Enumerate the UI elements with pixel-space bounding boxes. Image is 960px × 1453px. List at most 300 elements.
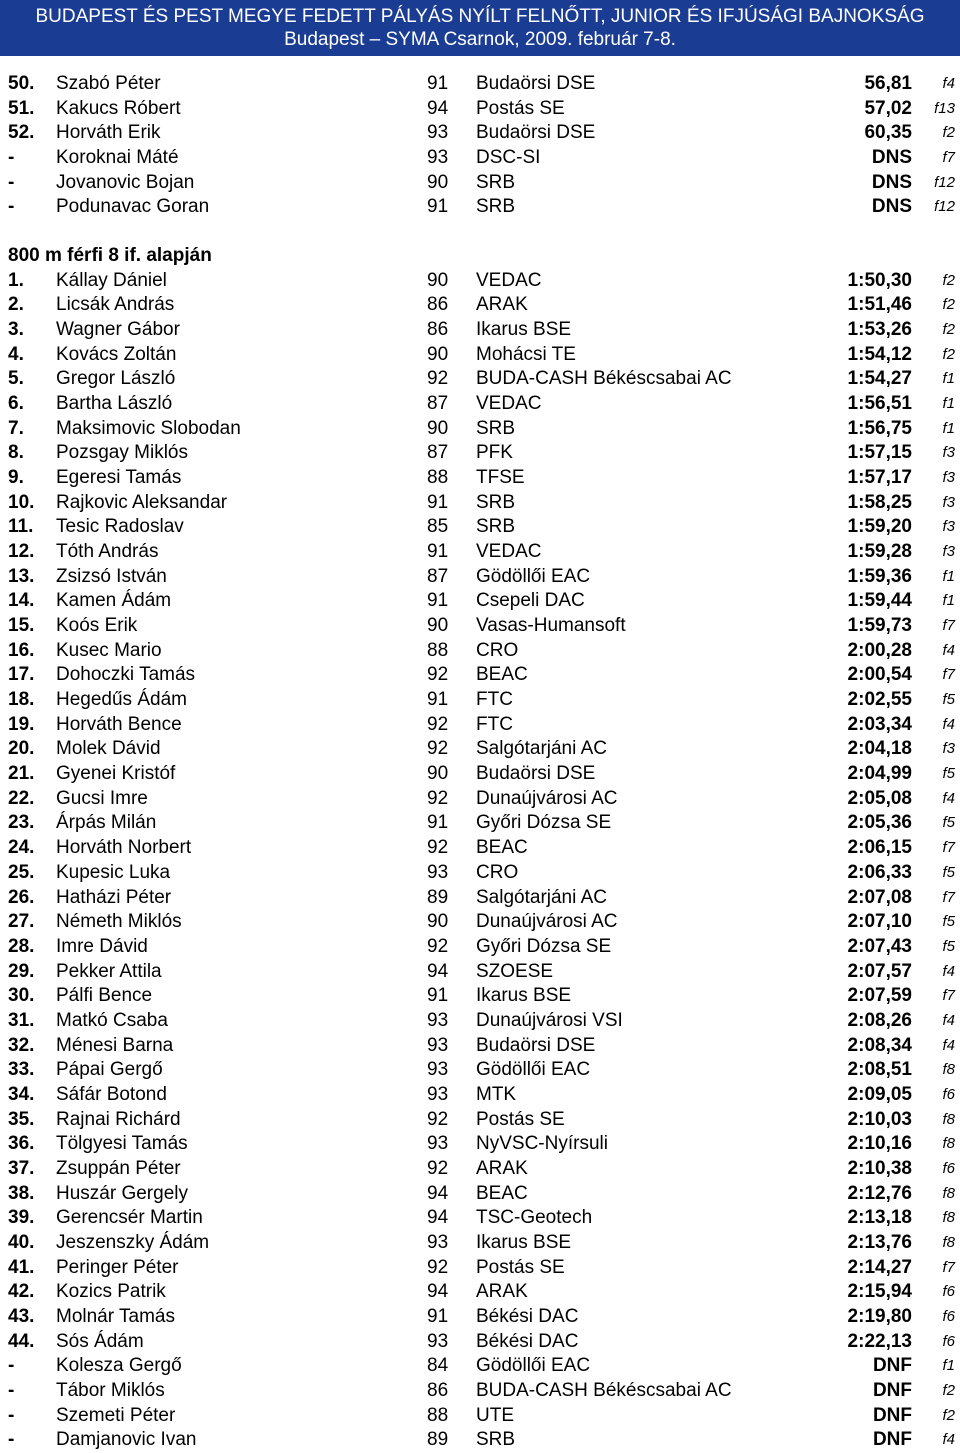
heat-label: f2 [942,321,955,339]
result-time: DNF [872,1429,912,1451]
result-row [0,1108,960,1133]
birth-year: 90 [427,171,449,193]
result-row [0,713,960,738]
result-time: 2:22,13 [847,1330,912,1352]
heat-label: f4 [942,715,955,733]
club-name: Gödöllői EAC [476,1059,591,1081]
heat-label: f7 [942,888,955,906]
result-time: 2:15,94 [847,1281,912,1303]
result-time: 2:07,57 [847,960,912,982]
result-time: 2:09,05 [847,1083,912,1105]
birth-year: 93 [427,1231,449,1253]
result-row [0,171,960,196]
athlete-name: Pápai Gergő [56,1059,163,1081]
result-row [0,343,960,368]
birth-year: 85 [427,516,449,538]
heat-label: f2 [942,271,955,289]
club-name: Budaörsi DSE [476,122,596,144]
athlete-name: Jovanovic Bojan [56,171,195,193]
club-name: Dunaújvárosi AC [476,911,618,933]
result-time: 1:57,17 [847,467,912,489]
heat-label: f4 [942,1431,955,1449]
birth-year: 90 [427,911,449,933]
result-row [0,1009,960,1034]
result-time: 2:08,34 [847,1034,912,1056]
heat-label: f1 [942,1357,955,1375]
place-cell: 25. [8,861,35,883]
result-row [0,1305,960,1330]
birth-year: 89 [427,886,449,908]
birth-year: 92 [427,787,449,809]
birth-year: 84 [427,1355,449,1377]
club-name: Ikarus BSE [476,1231,572,1253]
heat-label: f8 [942,1135,955,1153]
previous-results-list [0,72,960,220]
heat-label: f4 [942,962,955,980]
athlete-name: Tábor Miklós [56,1379,165,1401]
birth-year: 90 [427,343,449,365]
athlete-name: Kamen Ádám [56,590,172,612]
result-row [0,886,960,911]
club-name: TFSE [476,467,525,489]
athlete-name: Molek Dávid [56,738,161,760]
result-time: 1:50,30 [847,269,912,291]
athlete-name: Koós Erik [56,615,138,637]
result-row [0,1083,960,1108]
birth-year: 86 [427,294,449,316]
club-name: TSC-Geotech [476,1207,593,1229]
result-row [0,1157,960,1182]
birth-year: 92 [427,368,449,390]
heat-label: f5 [942,765,955,783]
result-time: 2:10,03 [847,1108,912,1130]
place-cell: 19. [8,713,35,735]
club-name: Salgótarjáni AC [476,886,607,908]
result-time: DNF [872,1404,912,1426]
heat-label: f8 [942,1061,955,1079]
club-name: BEAC [476,837,528,859]
heat-label: f3 [942,493,955,511]
athlete-name: Jeszenszky Ádám [56,1231,210,1253]
athlete-name: Kakucs Róbert [56,97,181,119]
heat-label: f1 [942,567,955,585]
club-name: Postás SE [476,97,565,119]
result-time: 2:08,51 [847,1059,912,1081]
athlete-name: Maksimovic Slobodan [56,417,241,439]
place-cell: 42. [8,1281,35,1303]
club-name: FTC [476,689,513,711]
heat-label: f8 [942,1184,955,1202]
page-title: BUDAPEST ÉS PEST MEGYE FEDETT PÁLYÁS NYÍLT FELNŐTT, JUNIOR ÉS IFJÚSÁGI BAJNOKSÁG [35,6,925,27]
athlete-name: Pekker Attila [56,960,162,982]
athlete-name: Tölgyesi Tamás [56,1133,188,1155]
athlete-name: Gregor László [56,368,176,390]
result-row [0,589,960,614]
result-time: DNS [871,147,912,169]
result-row [0,269,960,294]
club-name: Győri Dózsa SE [476,935,612,957]
place-cell: 18. [8,689,35,711]
place-cell: 26. [8,886,35,908]
heat-label: f6 [942,1283,955,1301]
club-name: BUDA-CASH Békéscsabai AC [476,1379,732,1401]
place-cell: 31. [8,1009,35,1031]
heat-label: f6 [942,1307,955,1325]
result-row [0,466,960,491]
result-row [0,318,960,343]
result-time: 2:12,76 [847,1182,912,1204]
result-time: DNF [872,1379,912,1401]
place-cell: 14. [8,590,35,612]
athlete-name: Gerencsér Martin [56,1207,203,1229]
athlete-name: Németh Miklós [56,911,182,933]
heat-label: f7 [942,149,955,167]
birth-year: 90 [427,615,449,637]
place-cell: - [8,1379,15,1401]
result-time: 2:05,36 [847,812,912,834]
place-cell: 37. [8,1157,35,1179]
place-cell: 9. [8,467,24,489]
birth-year: 91 [427,73,449,94]
birth-year: 88 [427,1404,449,1426]
heat-label: f8 [942,1110,955,1128]
club-name: ARAK [476,1157,528,1179]
place-cell: 41. [8,1256,35,1278]
club-name: Békési DAC [476,1305,579,1327]
athlete-name: Kovács Zoltán [56,343,177,365]
heat-label: f1 [942,395,955,413]
athlete-name: Egeresi Tamás [56,467,182,489]
birth-year: 93 [427,147,449,169]
place-cell: 30. [8,985,35,1007]
birth-year: 93 [427,861,449,883]
place-cell: 36. [8,1133,35,1155]
birth-year: 93 [427,122,449,144]
result-time: 2:02,55 [847,689,912,711]
heat-label: f5 [942,913,955,931]
birth-year: 87 [427,393,449,415]
result-time: 2:10,38 [847,1157,912,1179]
result-row [0,293,960,318]
athlete-name: Tesic Radoslav [56,516,184,538]
heat-label: f4 [942,641,955,659]
club-name: Gödöllői EAC [476,1355,591,1377]
birth-year: 91 [427,985,449,1007]
heat-label: f6 [942,1332,955,1350]
athlete-name: Sáfár Botond [56,1083,167,1105]
birth-year: 92 [427,1108,449,1130]
heat-label: f8 [942,1209,955,1227]
heat-label: f3 [942,518,955,536]
heat-label: f1 [942,592,955,610]
place-cell: 23. [8,812,35,834]
result-time: 2:13,76 [847,1231,912,1253]
birth-year: 90 [427,763,449,785]
heat-label: f3 [942,444,955,462]
heat-label: f13 [934,99,955,117]
place-cell: 21. [8,763,35,785]
athlete-name: Podunavac Goran [56,196,210,218]
result-row [0,146,960,171]
club-name: CRO [476,861,519,883]
athlete-name: Damjanovic Ivan [56,1429,197,1451]
page-subtitle: Budapest – SYMA Csarnok, 2009. február 7-8. [284,29,676,50]
result-time: 2:07,59 [847,985,912,1007]
result-time: 2:10,16 [847,1133,912,1155]
place-cell: 5. [8,368,24,390]
result-row [0,97,960,122]
result-row [0,565,960,590]
place-cell: 8. [8,442,24,464]
birth-year: 93 [427,1059,449,1081]
result-time: 2:07,10 [847,911,912,933]
club-name: Ikarus BSE [476,985,572,1007]
heat-label: f5 [942,863,955,881]
club-name: BEAC [476,1182,528,1204]
birth-year: 91 [427,541,449,563]
club-name: Győri Dózsa SE [476,812,612,834]
result-row [0,639,960,664]
result-row [0,72,960,97]
club-name: Békési DAC [476,1330,579,1352]
birth-year: 86 [427,1379,449,1401]
result-row [0,1280,960,1305]
result-time: 2:07,43 [847,935,912,957]
birth-year: 92 [427,1157,449,1179]
athlete-name: Sós Ádám [56,1330,144,1352]
athlete-name: Gyenei Kristóf [56,763,176,785]
heat-label: f3 [942,740,955,758]
athlete-name: Rajkovic Aleksandar [56,491,228,513]
athlete-name: Molnár Tamás [56,1305,175,1327]
place-cell: 28. [8,935,35,957]
place-cell: 40. [8,1231,35,1253]
heat-label: f3 [942,469,955,487]
result-row [0,762,960,787]
result-time: 2:06,33 [847,861,912,883]
result-row [0,663,960,688]
athlete-name: Gucsi Imre [56,787,148,809]
place-cell: 4. [8,343,24,365]
club-name: FTC [476,713,513,735]
athlete-name: Licsák András [56,294,175,316]
heat-label: f2 [942,1406,955,1424]
athlete-name: Koroknai Máté [56,147,179,169]
place-cell: 50. [8,73,35,94]
athlete-name: Zsizsó István [56,565,167,587]
heat-label: f8 [942,1233,955,1251]
athlete-name: Kolesza Gergő [56,1355,182,1377]
result-time: 1:56,51 [847,393,912,415]
result-time: 2:13,18 [847,1207,912,1229]
result-row [0,1132,960,1157]
place-cell: 12. [8,541,35,563]
athlete-name: Peringer Péter [56,1256,179,1278]
club-name: Dunaújvárosi AC [476,787,618,809]
club-name: ARAK [476,294,528,316]
club-name: Postás SE [476,1256,565,1278]
heat-label: f4 [942,1036,955,1054]
result-row [0,1404,960,1429]
section-title: 800 m férfi 8 if. alapján [8,245,212,267]
place-cell: 43. [8,1305,35,1327]
place-cell: 13. [8,565,35,587]
result-row [0,811,960,836]
athlete-name: Pozsgay Miklós [56,442,188,464]
result-row [0,367,960,392]
place-cell: - [8,1429,15,1451]
club-name: SZOESE [476,960,554,982]
birth-year: 92 [427,837,449,859]
header-banner [0,0,960,56]
heat-label: f6 [942,1085,955,1103]
birth-year: 87 [427,442,449,464]
result-row [0,614,960,639]
result-time: 2:04,18 [847,738,912,760]
birth-year: 88 [427,467,449,489]
place-cell: 35. [8,1108,35,1130]
heat-label: f2 [942,345,955,363]
heat-label: f1 [942,419,955,437]
birth-year: 94 [427,1281,449,1303]
club-name: SRB [476,417,516,439]
place-cell: 33. [8,1059,35,1081]
heat-label: f12 [934,173,955,191]
club-name: NyVSC-Nyírsuli [476,1133,608,1155]
result-time: 2:00,28 [847,639,912,661]
heat-label: f7 [942,1258,955,1276]
club-name: Gödöllői EAC [476,565,591,587]
result-row [0,935,960,960]
place-cell: 29. [8,960,35,982]
place-cell: 6. [8,393,24,415]
result-time: 57,02 [864,97,912,119]
birth-year: 91 [427,1305,449,1327]
club-name: Ikarus BSE [476,319,572,341]
result-time: 1:59,28 [847,541,912,563]
club-name: VEDAC [476,393,542,415]
result-row [0,688,960,713]
athlete-name: Dohoczki Tamás [56,664,196,686]
athlete-name: Matkó Csaba [56,1009,168,1031]
birth-year: 92 [427,713,449,735]
club-name: VEDAC [476,269,542,291]
result-row [0,1379,960,1404]
birth-year: 87 [427,565,449,587]
athlete-name: Horváth Norbert [56,837,192,859]
place-cell: - [8,171,15,193]
result-time: 1:56,75 [847,417,912,439]
athlete-name: Kozics Patrik [56,1281,166,1303]
athlete-name: Kállay Dániel [56,269,167,291]
birth-year: 93 [427,1034,449,1056]
result-time: DNF [872,1355,912,1377]
club-name: Budaörsi DSE [476,1034,596,1056]
club-name: PFK [476,442,513,464]
result-row [0,737,960,762]
club-name: Dunaújvárosi VSI [476,1009,623,1031]
birth-year: 91 [427,491,449,513]
result-time: 2:00,54 [847,664,912,686]
result-row [0,515,960,540]
result-row [0,1330,960,1355]
athlete-name: Horváth Bence [56,713,182,735]
place-cell: 15. [8,615,35,637]
place-cell: - [8,1404,15,1426]
place-cell: 52. [8,122,35,144]
heat-label: f12 [934,198,955,216]
heat-label: f5 [942,691,955,709]
result-row [0,441,960,466]
club-name: BEAC [476,664,528,686]
club-name: VEDAC [476,541,542,563]
result-row [0,1206,960,1231]
result-time: 1:54,27 [847,368,912,390]
result-row [0,861,960,886]
result-row [0,910,960,935]
result-row [0,1231,960,1256]
heat-label: f2 [942,124,955,142]
result-time: 1:58,25 [847,491,912,513]
result-time: 2:04,99 [847,763,912,785]
club-name: MTK [476,1083,517,1105]
result-time: 56,81 [864,73,912,94]
place-cell: 34. [8,1083,35,1105]
place-cell: 1. [8,269,24,291]
place-cell: 16. [8,639,35,661]
birth-year: 93 [427,1330,449,1352]
place-cell: - [8,196,15,218]
heat-label: f7 [942,987,955,1005]
result-row [0,540,960,565]
result-time: 60,35 [864,122,912,144]
result-row [0,1256,960,1281]
birth-year: 89 [427,1429,449,1451]
section-spacer [0,220,960,244]
athlete-name: Bartha László [56,393,173,415]
result-row [0,491,960,516]
birth-year: 90 [427,417,449,439]
result-row [0,836,960,861]
club-name: BUDA-CASH Békéscsabai AC [476,368,732,390]
club-name: Csepeli DAC [476,590,585,612]
club-name: SRB [476,196,516,218]
result-time: 2:08,26 [847,1009,912,1031]
place-cell: 39. [8,1207,35,1229]
place-cell: 44. [8,1330,35,1352]
athlete-name: Pálfi Bence [56,985,153,1007]
birth-year: 93 [427,1133,449,1155]
result-row [0,392,960,417]
place-cell: 11. [8,516,34,538]
result-time: DNS [871,171,912,193]
place-cell: 38. [8,1182,35,1204]
place-cell: 3. [8,319,24,341]
heat-label: f7 [942,617,955,635]
place-cell: - [8,147,15,169]
place-cell: 10. [8,491,35,513]
result-time: 2:05,08 [847,787,912,809]
result-time: DNS [871,196,912,218]
heat-label: f2 [942,296,955,314]
birth-year: 91 [427,196,449,218]
birth-year: 91 [427,689,449,711]
result-row [0,1182,960,1207]
athlete-name: Wagner Gábor [56,319,180,341]
heat-label: f4 [942,789,955,807]
result-time: 2:19,80 [847,1305,912,1327]
club-name: SRB [476,1429,516,1451]
